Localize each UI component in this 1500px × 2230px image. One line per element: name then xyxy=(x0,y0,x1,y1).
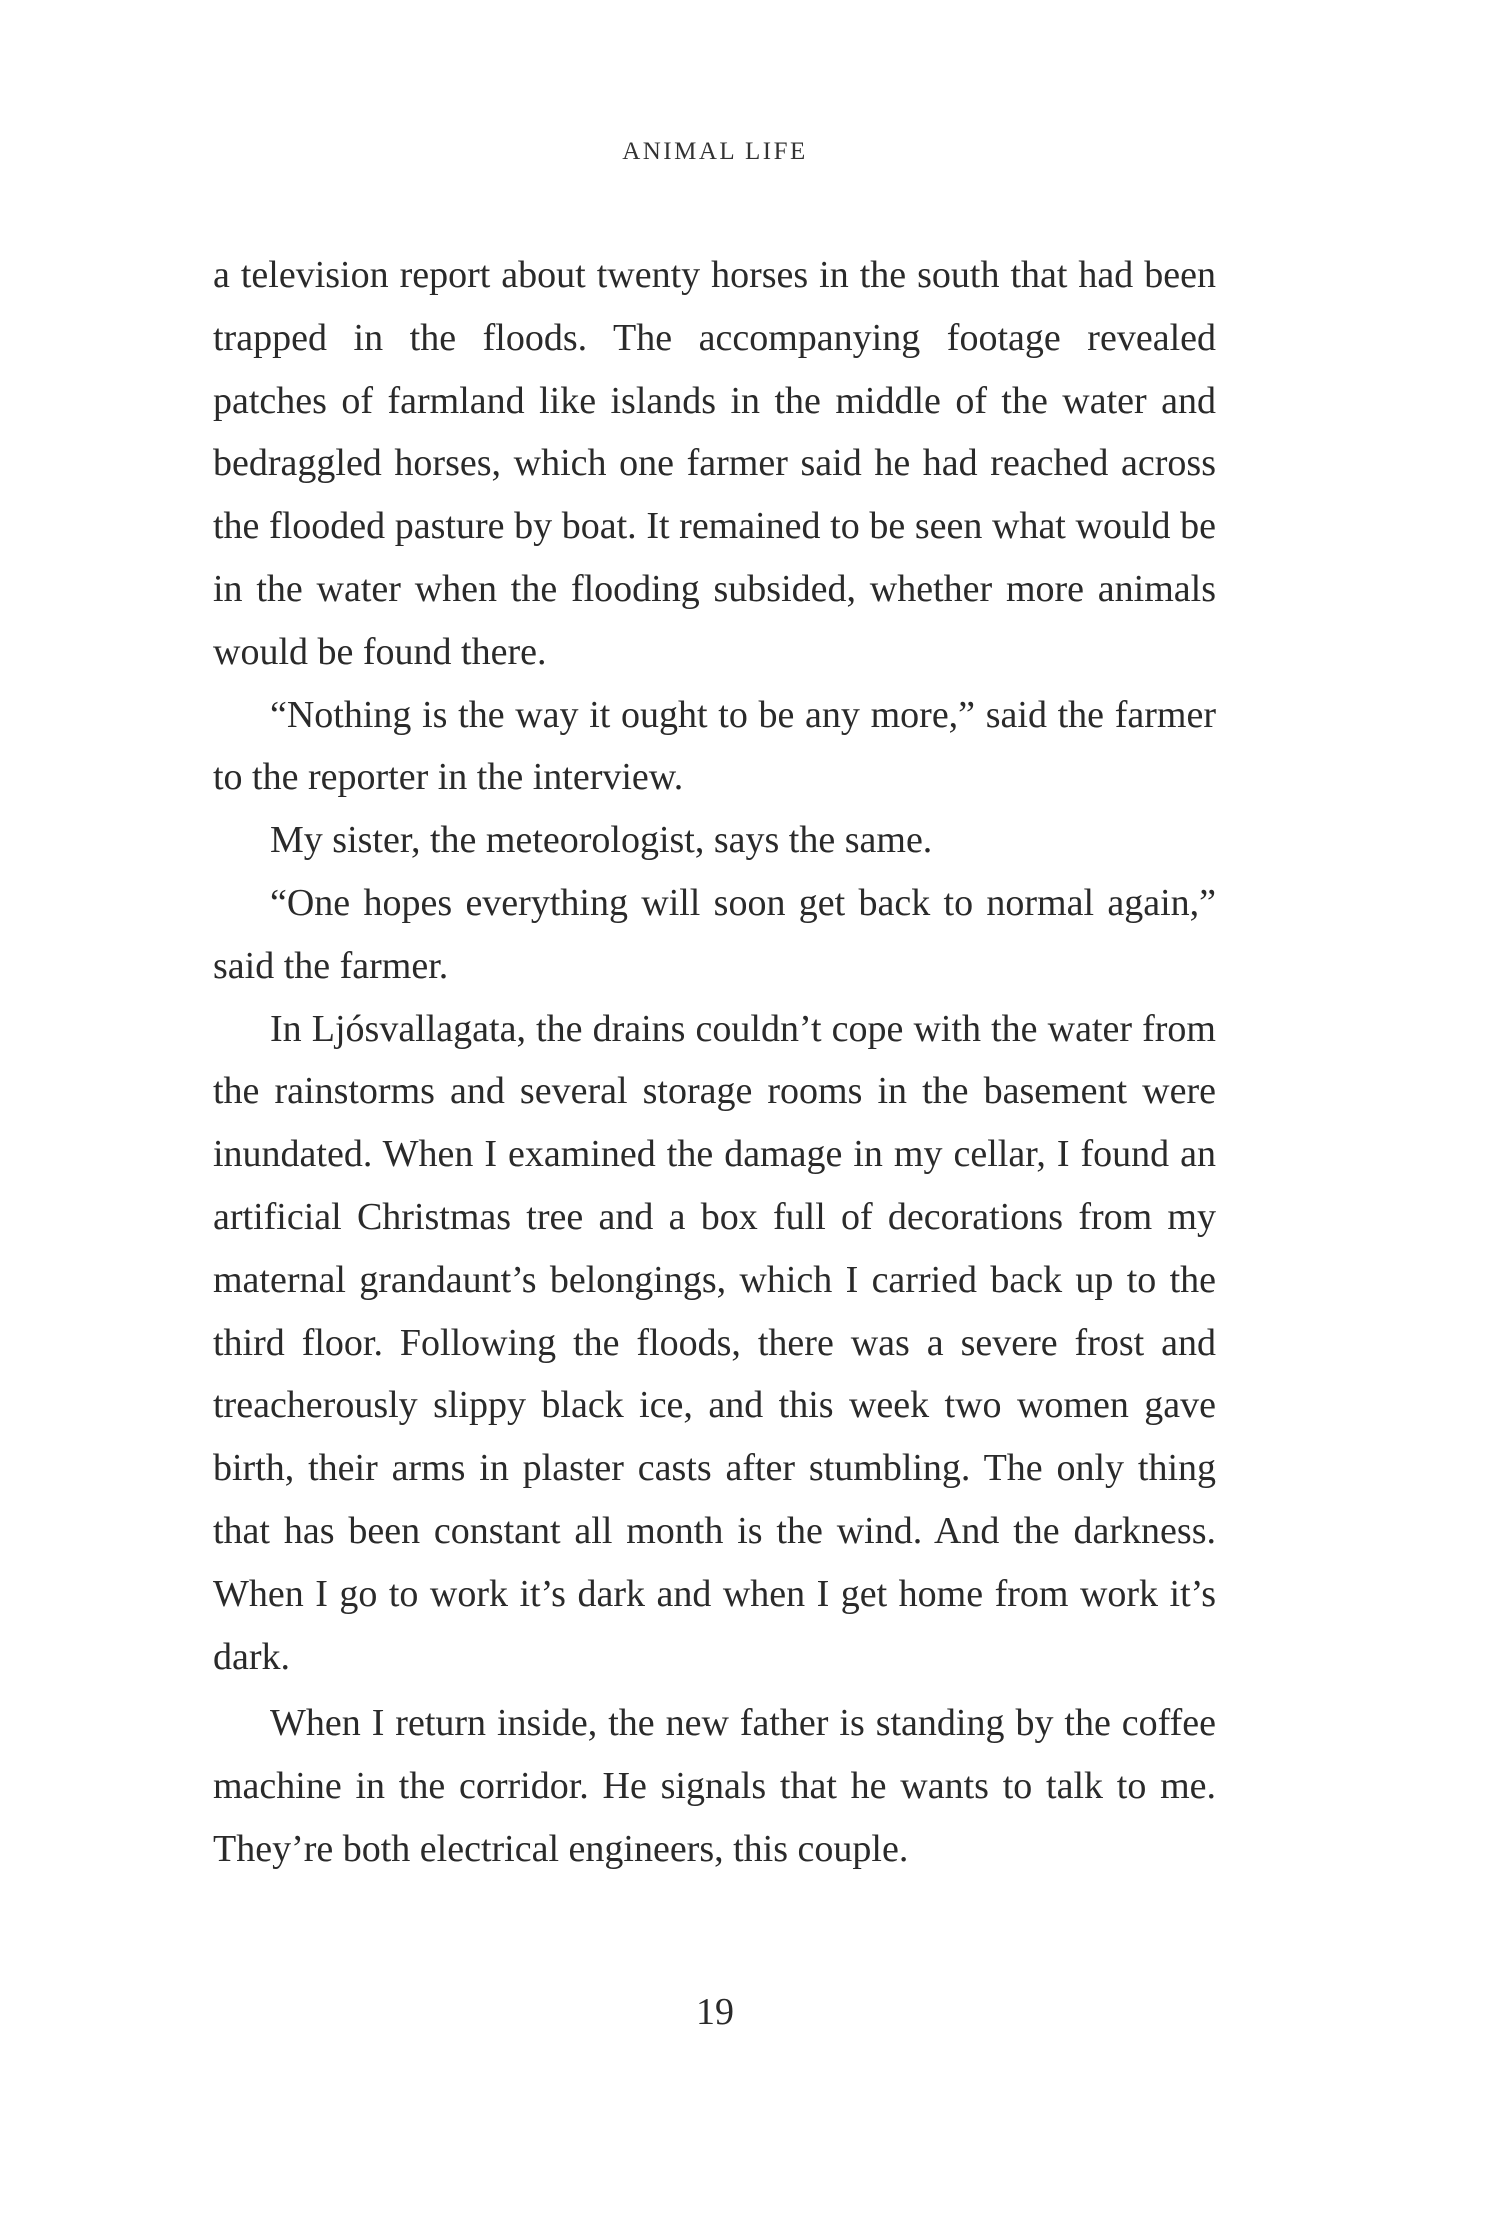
paragraph: a television report about twenty horses in the south that had been trapped in the floods. The accompanying footage revealed patches of farmland like islands in the middle of the water and bedraggled horses, which one farmer said he had reached across the flooded pasture by boat. It remained to be seen what would be in the water when the flooding subsided, whether more animals would be found there. xyxy=(213,254,1216,673)
paragraph: “Nothing is the way it ought to be any more,” said the farmer to the reporter in the interview. xyxy=(213,693,1216,799)
paragraph: “One hopes everything will soon get back to normal again,” said the farmer. xyxy=(213,881,1216,987)
body-text xyxy=(213,244,1216,1881)
paragraph: When I return inside, the new father is standing by the coffee machine in the corridor. He signals that he wants to talk to me. They’re both electrical engineers, this couple. xyxy=(213,1702,1216,1870)
paragraph: In Ljósvallagata, the drains couldn’t cope with the water from the rainstorms and several storage rooms in the basement were inundated. When I examined the damage in my cellar, I found an artificial Christmas tree and a box full of decorations from my maternal grandaunt’s belongings, which I carried back up to the third floor. Following the floods, there was a severe frost and treacherously slippy black ice, and this week two women gave birth, their arms in plaster casts after stumbling. The only thing that has been constant all month is the wind. And the darkness. When I go to work it’s dark and when I get home from work it’s dark. xyxy=(213,1007,1216,1678)
paragraph: My sister, the meteorologist, says the same. xyxy=(270,819,933,862)
running-head: ANIMAL LIFE xyxy=(622,138,808,165)
page-number: 19 xyxy=(696,1991,734,2033)
